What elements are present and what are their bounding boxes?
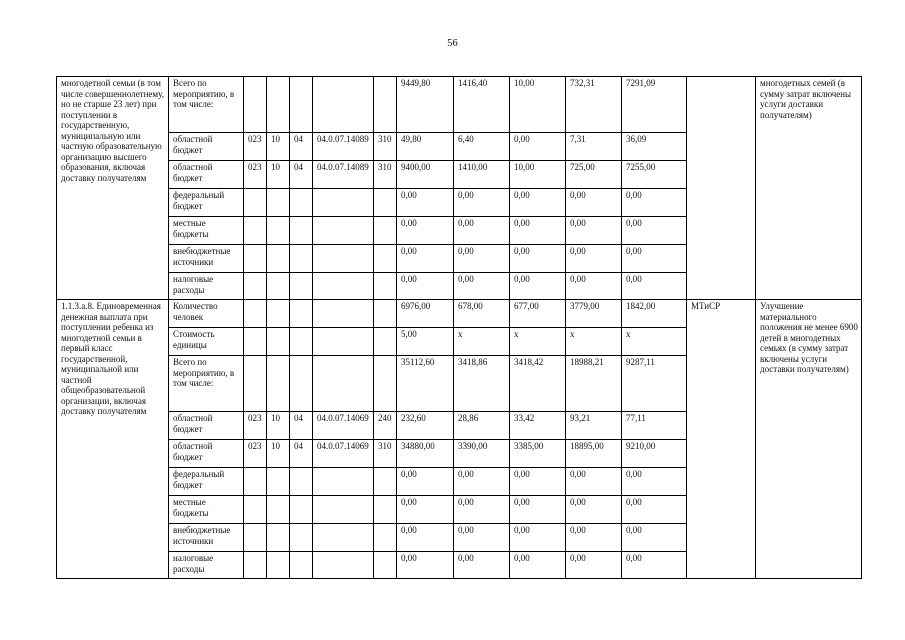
year-1-amount-cell: 3418,86 bbox=[454, 356, 510, 412]
funding-source-cell: областной бюджет bbox=[169, 412, 244, 440]
subsection-code-cell bbox=[290, 300, 313, 328]
subsection-code-cell bbox=[290, 328, 313, 356]
funding-source-cell: местные бюджеты bbox=[169, 496, 244, 524]
target-article-cell: 04.0.07.14069 bbox=[313, 440, 374, 468]
total-amount-cell: 49,80 bbox=[397, 133, 454, 161]
section-code-cell: 10 bbox=[267, 412, 290, 440]
target-article-cell bbox=[313, 524, 374, 552]
subsection-code-cell: 04 bbox=[290, 133, 313, 161]
ministry-code-cell bbox=[244, 524, 267, 552]
year-1-amount-cell: 1416,40 bbox=[454, 77, 510, 133]
expense-type-cell bbox=[374, 496, 397, 524]
target-article-cell bbox=[313, 273, 374, 300]
year-2-amount-cell: 3418,42 bbox=[510, 356, 566, 412]
year-4-amount-cell: 0,00 bbox=[622, 217, 687, 245]
year-2-amount-cell: 10,00 bbox=[510, 77, 566, 133]
expense-type-cell bbox=[374, 273, 397, 300]
year-4-amount-cell: 0,00 bbox=[622, 273, 687, 300]
year-1-amount-cell: 0,00 bbox=[454, 468, 510, 496]
ministry-code-cell bbox=[244, 468, 267, 496]
funding-source-cell: внебюджетные источники bbox=[169, 524, 244, 552]
year-3-amount-cell: 93,21 bbox=[566, 412, 622, 440]
subsection-code-cell bbox=[290, 217, 313, 245]
total-amount-cell: 0,00 bbox=[397, 496, 454, 524]
year-2-amount-cell: 0,00 bbox=[510, 217, 566, 245]
funding-source-cell: внебюджетные источники bbox=[169, 245, 244, 273]
target-article-cell bbox=[313, 189, 374, 217]
year-1-amount-cell: 0,00 bbox=[454, 496, 510, 524]
section-code-cell bbox=[267, 496, 290, 524]
ministry-code-cell: 023 bbox=[244, 161, 267, 189]
year-2-amount-cell: 0,00 bbox=[510, 496, 566, 524]
year-2-amount-cell: x bbox=[510, 328, 566, 356]
total-amount-cell: 0,00 bbox=[397, 189, 454, 217]
target-article-cell bbox=[313, 468, 374, 496]
year-2-amount-cell: 0,00 bbox=[510, 273, 566, 300]
expected-result-cell: Улучшение материального положения не менее 6900 детей в многодетных семьях (в сумму затрат включены услуги доставки получателям) bbox=[756, 300, 862, 579]
funding-source-cell: областной бюджет bbox=[169, 440, 244, 468]
expense-type-cell bbox=[374, 328, 397, 356]
expense-type-cell bbox=[374, 189, 397, 217]
funding-source-cell: областной бюджет bbox=[169, 161, 244, 189]
target-article-cell: 04.0.07.14069 bbox=[313, 412, 374, 440]
ministry-code-cell bbox=[244, 245, 267, 273]
year-4-amount-cell: 0,00 bbox=[622, 189, 687, 217]
measure-description: 1.1.3.a.8. Единовременная денежная выплата при поступлении ребенка из многодетной семьи в первый класс государственной, муниципальной или частной общеобразовательной организации, включая доставку получателям bbox=[57, 300, 169, 579]
subsection-code-cell bbox=[290, 77, 313, 133]
section-code-cell: 10 bbox=[267, 161, 290, 189]
year-1-amount-cell: 0,00 bbox=[454, 245, 510, 273]
target-article-cell bbox=[313, 217, 374, 245]
year-1-amount-cell: 0,00 bbox=[454, 524, 510, 552]
funding-source-cell: местные бюджеты bbox=[169, 217, 244, 245]
year-4-amount-cell: 0,00 bbox=[622, 468, 687, 496]
year-1-amount-cell: 0,00 bbox=[454, 217, 510, 245]
expense-type-cell bbox=[374, 552, 397, 579]
section-code-cell bbox=[267, 328, 290, 356]
expense-type-cell: 310 bbox=[374, 161, 397, 189]
year-2-amount-cell: 3385,00 bbox=[510, 440, 566, 468]
year-1-amount-cell: 1410,00 bbox=[454, 161, 510, 189]
subsection-code-cell bbox=[290, 524, 313, 552]
expense-type-cell: 240 bbox=[374, 412, 397, 440]
section-code-cell bbox=[267, 356, 290, 412]
subsection-code-cell bbox=[290, 496, 313, 524]
ministry-code-cell bbox=[244, 496, 267, 524]
year-3-amount-cell: 0,00 bbox=[566, 524, 622, 552]
section-code-cell bbox=[267, 552, 290, 579]
section-code-cell: 10 bbox=[267, 133, 290, 161]
year-4-amount-cell: 1842,00 bbox=[622, 300, 687, 328]
year-1-amount-cell: 678,00 bbox=[454, 300, 510, 328]
executor-cell bbox=[687, 77, 756, 300]
total-amount-cell: 0,00 bbox=[397, 217, 454, 245]
total-amount-cell: 35112,60 bbox=[397, 356, 454, 412]
funding-source-cell: федеральный бюджет bbox=[169, 189, 244, 217]
measure-description: многодетной семьи (в том числе совершеннолетнему, но не старше 23 лет) при поступлении в государственную, муниципальную или частную образовательную организацию высшего образования, включая доставку получателям bbox=[57, 77, 169, 300]
year-1-amount-cell: 0,00 bbox=[454, 552, 510, 579]
section-code-cell bbox=[267, 468, 290, 496]
year-3-amount-cell: 0,00 bbox=[566, 468, 622, 496]
expected-result-cell: многодетных семей (в сумму затрат включены услуги доставки получателям) bbox=[756, 77, 862, 300]
total-amount-cell: 232,60 bbox=[397, 412, 454, 440]
year-3-amount-cell: 0,00 bbox=[566, 552, 622, 579]
target-article-cell bbox=[313, 552, 374, 579]
funding-source-cell: Стоимость единицы bbox=[169, 328, 244, 356]
funding-source-cell: областной бюджет bbox=[169, 133, 244, 161]
year-3-amount-cell: 18895,00 bbox=[566, 440, 622, 468]
year-3-amount-cell: 0,00 bbox=[566, 245, 622, 273]
expense-type-cell: 310 bbox=[374, 133, 397, 161]
total-amount-cell: 5,00 bbox=[397, 328, 454, 356]
table-row bbox=[57, 300, 862, 328]
target-article-cell: 04.0.07.14089 bbox=[313, 133, 374, 161]
subsection-code-cell: 04 bbox=[290, 412, 313, 440]
total-amount-cell: 0,00 bbox=[397, 552, 454, 579]
year-1-amount-cell: x bbox=[454, 328, 510, 356]
ministry-code-cell bbox=[244, 189, 267, 217]
year-2-amount-cell: 10,00 bbox=[510, 161, 566, 189]
year-4-amount-cell: 0,00 bbox=[622, 552, 687, 579]
year-3-amount-cell: 7,31 bbox=[566, 133, 622, 161]
year-1-amount-cell: 0,00 bbox=[454, 189, 510, 217]
section-code-cell bbox=[267, 300, 290, 328]
funding-source-cell: налоговые расходы bbox=[169, 273, 244, 300]
page-number: 56 bbox=[447, 38, 458, 49]
section-code-cell bbox=[267, 273, 290, 300]
year-4-amount-cell: 77,11 bbox=[622, 412, 687, 440]
funding-source-cell: Всего по мероприятию, в том числе: bbox=[169, 77, 244, 133]
subsection-code-cell bbox=[290, 356, 313, 412]
total-amount-cell: 9449,80 bbox=[397, 77, 454, 133]
ministry-code-cell: 023 bbox=[244, 440, 267, 468]
target-article-cell bbox=[313, 77, 374, 133]
section-code-cell bbox=[267, 524, 290, 552]
year-1-amount-cell: 0,00 bbox=[454, 273, 510, 300]
year-3-amount-cell: 3779,00 bbox=[566, 300, 622, 328]
total-amount-cell: 0,00 bbox=[397, 524, 454, 552]
target-article-cell bbox=[313, 356, 374, 412]
year-3-amount-cell: 18988,21 bbox=[566, 356, 622, 412]
section-code-cell bbox=[267, 217, 290, 245]
subsection-code-cell: 04 bbox=[290, 161, 313, 189]
expense-type-cell bbox=[374, 77, 397, 133]
ministry-code-cell bbox=[244, 300, 267, 328]
subsection-code-cell bbox=[290, 273, 313, 300]
funding-source-cell: федеральный бюджет bbox=[169, 468, 244, 496]
year-3-amount-cell: 0,00 bbox=[566, 273, 622, 300]
year-3-amount-cell: 0,00 bbox=[566, 496, 622, 524]
subsection-code-cell bbox=[290, 552, 313, 579]
year-3-amount-cell: 725,00 bbox=[566, 161, 622, 189]
total-amount-cell: 0,00 bbox=[397, 273, 454, 300]
target-article-cell bbox=[313, 300, 374, 328]
year-2-amount-cell: 677,00 bbox=[510, 300, 566, 328]
year-2-amount-cell: 0,00 bbox=[510, 468, 566, 496]
year-4-amount-cell: 36,09 bbox=[622, 133, 687, 161]
section-code-cell bbox=[267, 245, 290, 273]
executor-cell: МТиСР bbox=[687, 300, 756, 579]
year-2-amount-cell: 0,00 bbox=[510, 552, 566, 579]
section-code-cell bbox=[267, 189, 290, 217]
ministry-code-cell bbox=[244, 273, 267, 300]
target-article-cell bbox=[313, 245, 374, 273]
ministry-code-cell: 023 bbox=[244, 133, 267, 161]
total-amount-cell: 9400,00 bbox=[397, 161, 454, 189]
section-code-cell: 10 bbox=[267, 440, 290, 468]
expense-type-cell: 310 bbox=[374, 440, 397, 468]
ministry-code-cell bbox=[244, 328, 267, 356]
ministry-code-cell bbox=[244, 552, 267, 579]
total-amount-cell: 0,00 bbox=[397, 468, 454, 496]
funding-source-cell: Количество человек bbox=[169, 300, 244, 328]
total-amount-cell: 34880,00 bbox=[397, 440, 454, 468]
expense-type-cell bbox=[374, 524, 397, 552]
year-2-amount-cell: 33,42 bbox=[510, 412, 566, 440]
year-4-amount-cell: 9287,11 bbox=[622, 356, 687, 412]
year-1-amount-cell: 28,86 bbox=[454, 412, 510, 440]
target-article-cell bbox=[313, 496, 374, 524]
year-4-amount-cell: 7291,09 bbox=[622, 77, 687, 133]
year-4-amount-cell: x bbox=[622, 328, 687, 356]
ministry-code-cell bbox=[244, 217, 267, 245]
year-1-amount-cell: 6,40 bbox=[454, 133, 510, 161]
expense-type-cell bbox=[374, 356, 397, 412]
ministry-code-cell: 023 bbox=[244, 412, 267, 440]
year-3-amount-cell: x bbox=[566, 328, 622, 356]
program-table bbox=[56, 76, 862, 579]
expense-type-cell bbox=[374, 468, 397, 496]
year-2-amount-cell: 0,00 bbox=[510, 524, 566, 552]
funding-source-cell: Всего по мероприятию, в том числе: bbox=[169, 356, 244, 412]
year-4-amount-cell: 0,00 bbox=[622, 245, 687, 273]
subsection-code-cell: 04 bbox=[290, 440, 313, 468]
subsection-code-cell bbox=[290, 189, 313, 217]
year-4-amount-cell: 9210,00 bbox=[622, 440, 687, 468]
year-1-amount-cell: 3390,00 bbox=[454, 440, 510, 468]
expense-type-cell bbox=[374, 217, 397, 245]
subsection-code-cell bbox=[290, 245, 313, 273]
target-article-cell: 04.0.07.14089 bbox=[313, 161, 374, 189]
total-amount-cell: 0,00 bbox=[397, 245, 454, 273]
total-amount-cell: 6976,00 bbox=[397, 300, 454, 328]
funding-source-cell: налоговые расходы bbox=[169, 552, 244, 579]
ministry-code-cell bbox=[244, 77, 267, 133]
year-4-amount-cell: 0,00 bbox=[622, 524, 687, 552]
table-row bbox=[57, 77, 862, 133]
year-3-amount-cell: 0,00 bbox=[566, 189, 622, 217]
year-4-amount-cell: 7255,00 bbox=[622, 161, 687, 189]
year-3-amount-cell: 0,00 bbox=[566, 217, 622, 245]
expense-type-cell bbox=[374, 300, 397, 328]
ministry-code-cell bbox=[244, 356, 267, 412]
target-article-cell bbox=[313, 328, 374, 356]
year-4-amount-cell: 0,00 bbox=[622, 496, 687, 524]
year-2-amount-cell: 0,00 bbox=[510, 189, 566, 217]
subsection-code-cell bbox=[290, 468, 313, 496]
section-code-cell bbox=[267, 77, 290, 133]
year-2-amount-cell: 0,00 bbox=[510, 133, 566, 161]
year-3-amount-cell: 732,31 bbox=[566, 77, 622, 133]
expense-type-cell bbox=[374, 245, 397, 273]
year-2-amount-cell: 0,00 bbox=[510, 245, 566, 273]
